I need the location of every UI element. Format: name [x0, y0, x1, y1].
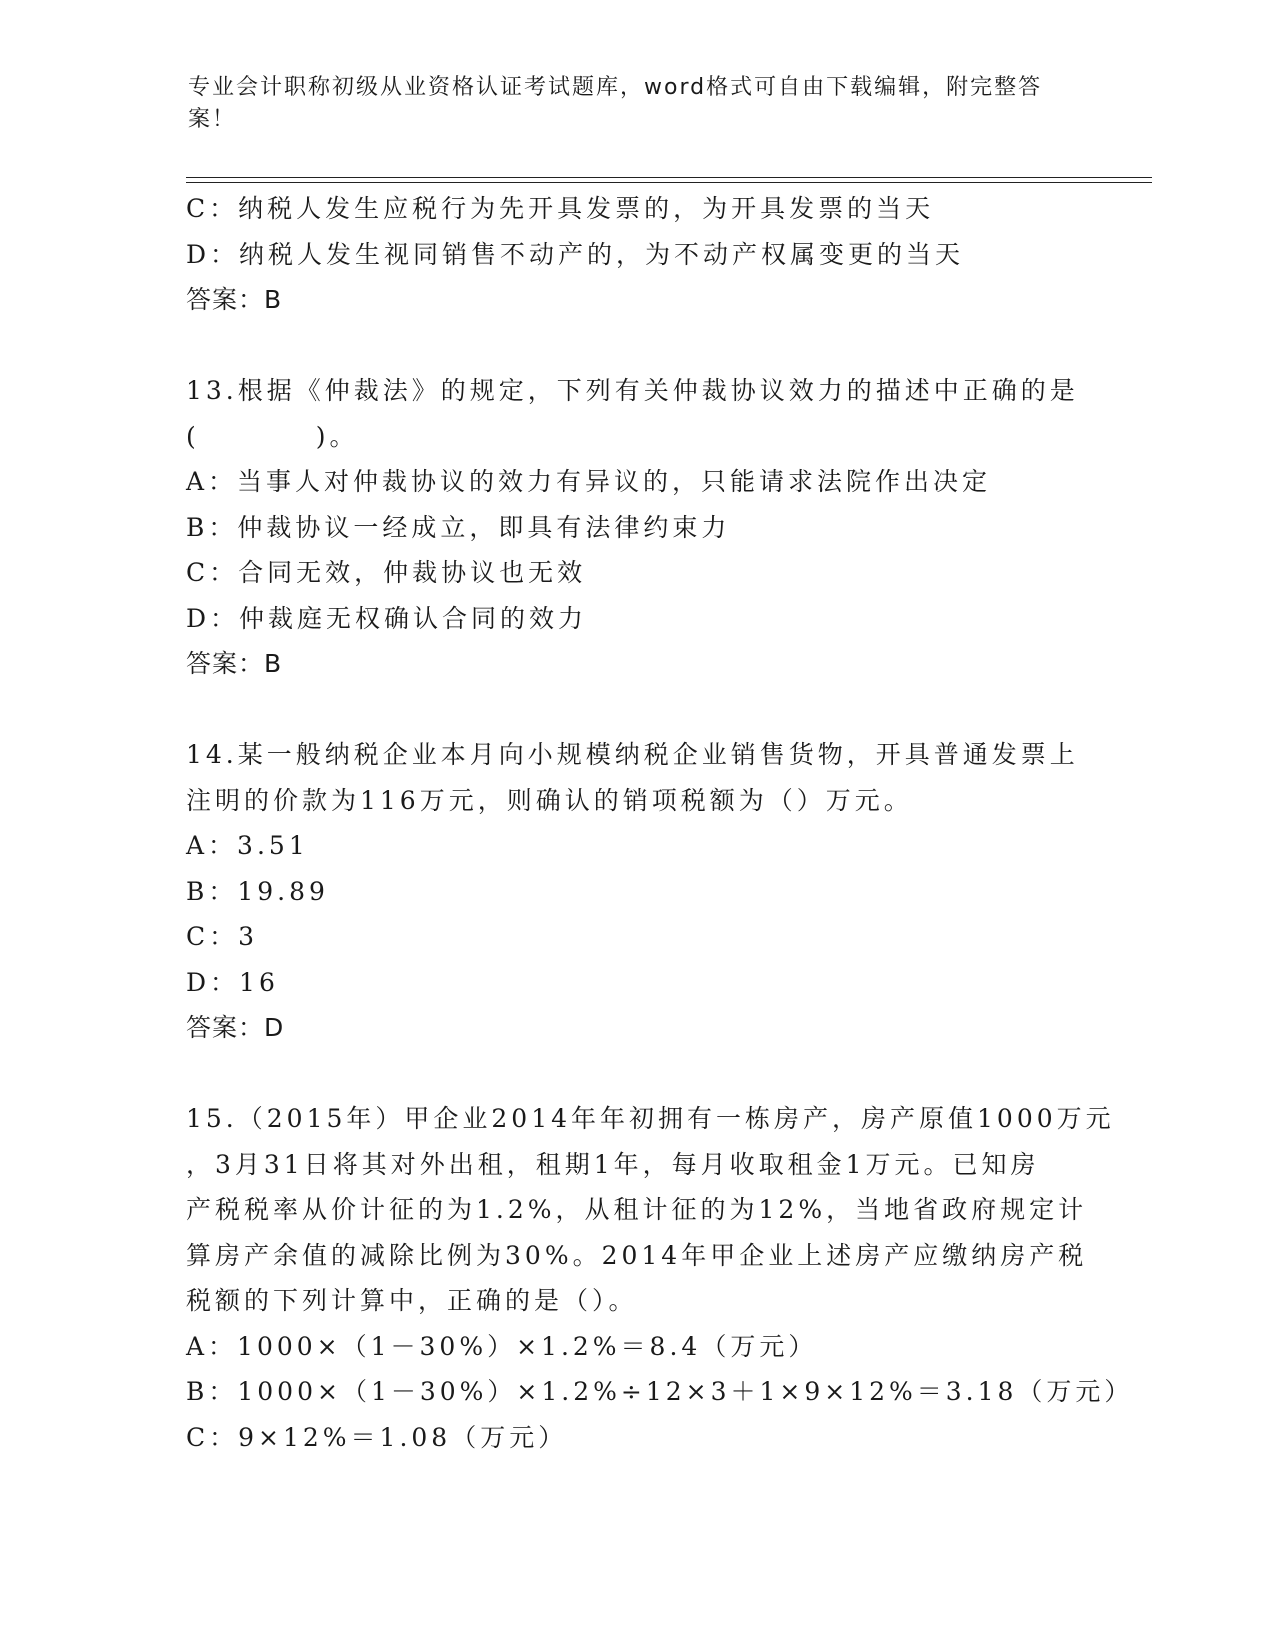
spacer: [186, 323, 1086, 369]
option-d: D：纳税人发生视同销售不动产的，为不动产权属变更的当天: [186, 239, 965, 269]
question-stem-line: 14.某一般纳税企业本月向小规模纳税企业销售货物，开具普通发票上: [186, 740, 1079, 769]
question-stem-line: 15.（2015年）甲企业2014年年初拥有一栋房产，房产原值1000万元: [186, 1104, 1115, 1133]
spacer: [186, 687, 1086, 733]
question-stem-line: 算房产余值的减除比例为30%。2014年甲企业上述房产应缴纳房产税: [186, 1240, 1088, 1270]
option-b: B：19.89: [186, 876, 329, 906]
option-c: C：合同无效，仲裁协议也无效: [186, 558, 587, 587]
question-13: [186, 368, 1086, 687]
question-stem-line: 税额的下列计算中，正确的是（）。: [186, 1286, 638, 1315]
question-stem-line: ( )。: [186, 421, 359, 451]
header-rule-bottom: [186, 182, 1152, 183]
question-stem-line: ，3月31日将其对外出租，租期1年，每月收取租金1万元。已知房: [186, 1149, 1040, 1179]
prev-question-block: [186, 186, 1086, 323]
option-a: A：当事人对仲裁协议的效力有异议的，只能请求法院作出决定: [186, 467, 992, 496]
answer-line: 答案：B: [186, 649, 283, 678]
question-stem-line: 13.根据《仲裁法》的规定，下列有关仲裁协议效力的描述中正确的是: [186, 376, 1079, 405]
option-a: A：1000×（1－30%）×1.2%＝8.4（万元）: [186, 1331, 818, 1361]
question-15: [186, 1096, 1134, 1460]
answer-line: 答案：D: [186, 1013, 285, 1042]
document-header: 专业会计职称初级从业资格认证考试题库，word格式可自由下载编辑，附完整答案！: [188, 75, 1043, 132]
option-d: D：16: [186, 967, 279, 997]
option-c: C：9×12%＝1.08（万元）: [186, 1422, 568, 1452]
option-d: D：仲裁庭无权确认合同的效力: [186, 603, 588, 633]
option-c: C：3: [186, 922, 259, 951]
header-rule-top: [186, 177, 1152, 178]
option-b: B：1000×（1－30%）×1.2%÷12×3＋1×9×12%＝3.18（万元）: [186, 1377, 1134, 1406]
spacer: [186, 1051, 1086, 1097]
option-a: A：3.51: [186, 831, 309, 860]
question-14: [186, 732, 1086, 1051]
option-c: C：纳税人发生应税行为先开具发票的，为开具发票的当天: [186, 194, 935, 223]
question-content: [186, 186, 1134, 1460]
question-stem-line: 产税税率从价计征的为1.2%，从租计征的为12%，当地省政府规定计: [186, 1195, 1088, 1224]
option-b: B：仲裁协议一经成立，即具有法律约束力: [186, 512, 731, 542]
question-stem-line: 注明的价款为116万元，则确认的销项税额为（）万元。: [186, 785, 913, 815]
answer-line: 答案：B: [186, 285, 283, 314]
